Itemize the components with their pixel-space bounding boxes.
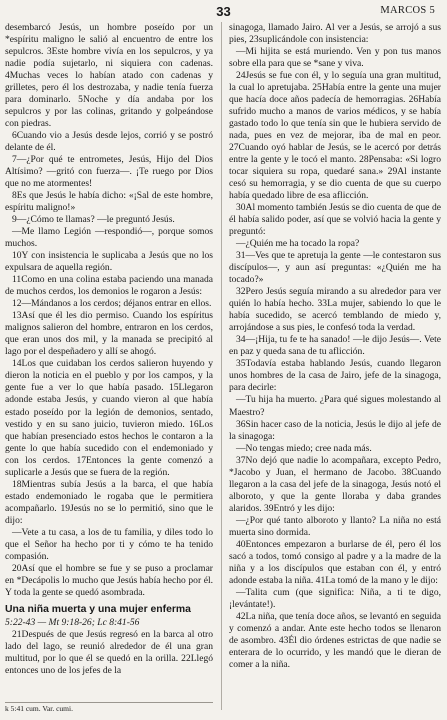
verse-paragraph: 32Pero Jesús seguía mirando a su alrededor para ver quién lo había hecho. 33La mujer, sabiendo lo que le había sucedido, se acercó temblando de miedo y, arrojándose a sus pies, le confesó toda la verdad. (229, 286, 441, 334)
verse-paragraph: 34—¡Hija, tu fe te ha sanado! —le dijo Jesús—. Vete en paz y queda sana de tu aflicción. (229, 334, 441, 358)
verse-paragraph: sinagoga, llamado Jairo. Al ver a Jesús, se arrojó a sus pies, 23suplicándole con insistencia: (229, 22, 441, 46)
verse-paragraph: 24Jesús se fue con él, y lo seguía una gran multitud, la cual lo apretujaba. 25Había entre la gente una mujer que hacía doce años padecía de hemorragias. 26Había sufrido mucho a manos de varios médicos, y se había gastado todo lo que tenía sin que le hubiera servido de nada, pues en vez de mejorar, iba de mal en peor. 27Cuando oyó hablar de Jesús, se le acercó por detrás entre la gente y le tocó el manto. 28Pensaba: «Si logro tocar siquiera su ropa, quedaré sana.» 29Al instante cesó su hemorragia, y se dio cuenta de que su cuerpo había quedado libre de esa aflicción. (229, 70, 441, 202)
verse-paragraph: —Mi hijita se está muriendo. Ven y pon tus manos sobre ella para que se *sane y viva. (229, 46, 441, 70)
verse-paragraph: 40Entonces empezaron a burlarse de él, pero él los sacó a todos, tomó consigo al padre y a la madre de la niña y a los discípulos que estaban con él, y entró adonde estaba la niña. 41La tomó de la mano y le dijo: (229, 538, 441, 586)
verse-paragraph: 7—¿Por qué te entrometes, Jesús, Hijo del Dios Altísimo? —gritó con fuerza—. ¡Te ruego por Dios que no me atormentes! (5, 154, 213, 190)
page-number: 33 (216, 4, 231, 19)
verse-paragraph: 8Es que Jesús le había dicho: «¡Sal de este hombre, espíritu maligno!» (5, 190, 213, 214)
verse-paragraph: 42La niña, que tenía doce años, se levantó en seguida y comenzó a andar. Ante este hecho todos se llenaron de asombro. 43Él dio órdenes estrictas de que nadie se enterara de lo ocurrido, y les mandó que le dieran de comer a la niña. (229, 610, 441, 670)
verse-paragraph: 13Así que él les dio permiso. Cuando los espíritus malignos salieron del hombre, entraron en los cerdos, que eran unos dos mil, y la manada se precipitó al lago por el despeñadero y allí se ahogó. (5, 310, 213, 358)
verse-paragraph: —Vete a tu casa, a los de tu familia, y diles todo lo que el Señor ha hecho por ti y cómo te ha tenido compasión. (5, 526, 213, 562)
verse-paragraph: 21Después de que Jesús regresó en la barca al otro lado del lago, se reunió alrededor de él una gran multitud, por lo que él se quedó en la orilla. 22Llegó entonces uno de los jefes de la (5, 628, 213, 676)
running-head: MARCOS 5 (380, 5, 435, 16)
column-divider (221, 22, 222, 710)
verse-paragraph: 14Los que cuidaban los cerdos salieron huyendo y dieron la noticia en el pueblo y por los campos, y la gente fue a ver lo que había pasado. 15Llegaron adonde estaba Jesús, y cuando vieron al que había estado poseído por la legión de demonios, sentado, vestido y en su sano juicio, tuvieron miedo. 16Los que habían presenciado estos hechos le contaron a la gente lo que había sucedido con el endemoniado y con los cerdos. 17Entonces la gente comenzó a suplicarle a Jesús que se fuera de la región. (5, 358, 213, 478)
verse-paragraph: 36Sin hacer caso de la noticia, Jesús le dijo al jefe de la sinagoga: (229, 418, 441, 442)
verse-paragraph: 12—Mándanos a los cerdos; déjanos entrar en ellos. (12, 298, 212, 310)
verse-paragraph: 20Así que el hombre se fue y se puso a proclamar en *Decápolis lo mucho que Jesús había hecho por él. Y toda la gente se quedó asombrada. (5, 562, 213, 598)
verse-paragraph: 9—¿Cómo te llamas? —le preguntó Jesús. (12, 214, 175, 226)
verse-paragraph: 18Mientras subía Jesús a la barca, el que había estado endemoniado le rogaba que le permitiera acompañarlo. 19Jesús no se lo permitió, sino que le dijo: (5, 478, 213, 526)
cross-references: 5:22-43 — Mt 9:18-26; Lc 8:41-56 (5, 616, 140, 628)
verse-paragraph: 31—Ves que te apretuja la gente —le contestaron sus discípulos—, y aun así preguntas: «¿Quién me ha tocado?» (229, 250, 441, 286)
verse-paragraph: —Talita cum (que significa: Niña, a ti te digo, ¡levántate!). (229, 586, 441, 610)
verse-paragraph: 37No dejó que nadie lo acompañara, excepto Pedro, *Jacobo y Juan, el hermano de Jacobo. 38Cuando llegaron a la casa del jefe de la sinagoga, Jesús notó el alboroto, y que la gente lloraba y daba grandes alaridos. 39Entró y les dijo: (229, 454, 441, 514)
verse-paragraph: —No tengas miedo; cree nada más. (236, 442, 372, 454)
verse-paragraph: —Me llamo Legión —respondió—, porque somos muchos. (5, 226, 213, 250)
verse-paragraph: desembarcó Jesús, un hombre poseído por un *espíritu maligno le salió al encuentro de entre los sepulcros. 3Este hombre vivía en los sepulcros, y ya nadie podía sujetarlo, ni siquiera con cadenas. 4Muchas veces lo habían atado con cadenas y grilletes, pero él los destrozaba, y nadie tenía fuerza para dominarlo. 5Noche y día andaba por los sepulcros y por las colinas, gritando y golpeándose con piedras. (5, 22, 213, 130)
verse-paragraph: 6Cuando vio a Jesús desde lejos, corrió y se postró delante de él. (5, 130, 213, 154)
verse-paragraph: 10Y con insistencia le suplicaba a Jesús que no los expulsara de aquella región. (5, 250, 213, 274)
footnote: k 5:41 cum. Var. cumi. (5, 702, 213, 713)
left-column (5, 22, 213, 677)
verse-paragraph: 35Todavía estaba hablando Jesús, cuando llegaron unos hombres de la casa de Jairo, jefe de la sinagoga, para decirle: (229, 358, 441, 394)
verse-paragraph: —¿Por qué tanto alboroto y llanto? La niña no está muerta sino dormida. (229, 514, 441, 538)
verse-paragraph: 11Como en una colina estaba paciendo una manada de muchos cerdos, los demonios le rogaron a Jesús: (5, 274, 213, 298)
verse-paragraph: 30Al momento también Jesús se dio cuenta de que de él había salido poder, así que se volvió hacia la gente y preguntó: (229, 202, 441, 238)
verse-paragraph: —¿Quién me ha tocado la ropa? (236, 238, 360, 250)
right-column (229, 22, 441, 671)
verse-paragraph: —Tu hija ha muerto. ¿Para qué sigues molestando al Maestro? (229, 394, 441, 418)
section-heading: Una niña muerta y una mujer enferma (5, 603, 191, 615)
